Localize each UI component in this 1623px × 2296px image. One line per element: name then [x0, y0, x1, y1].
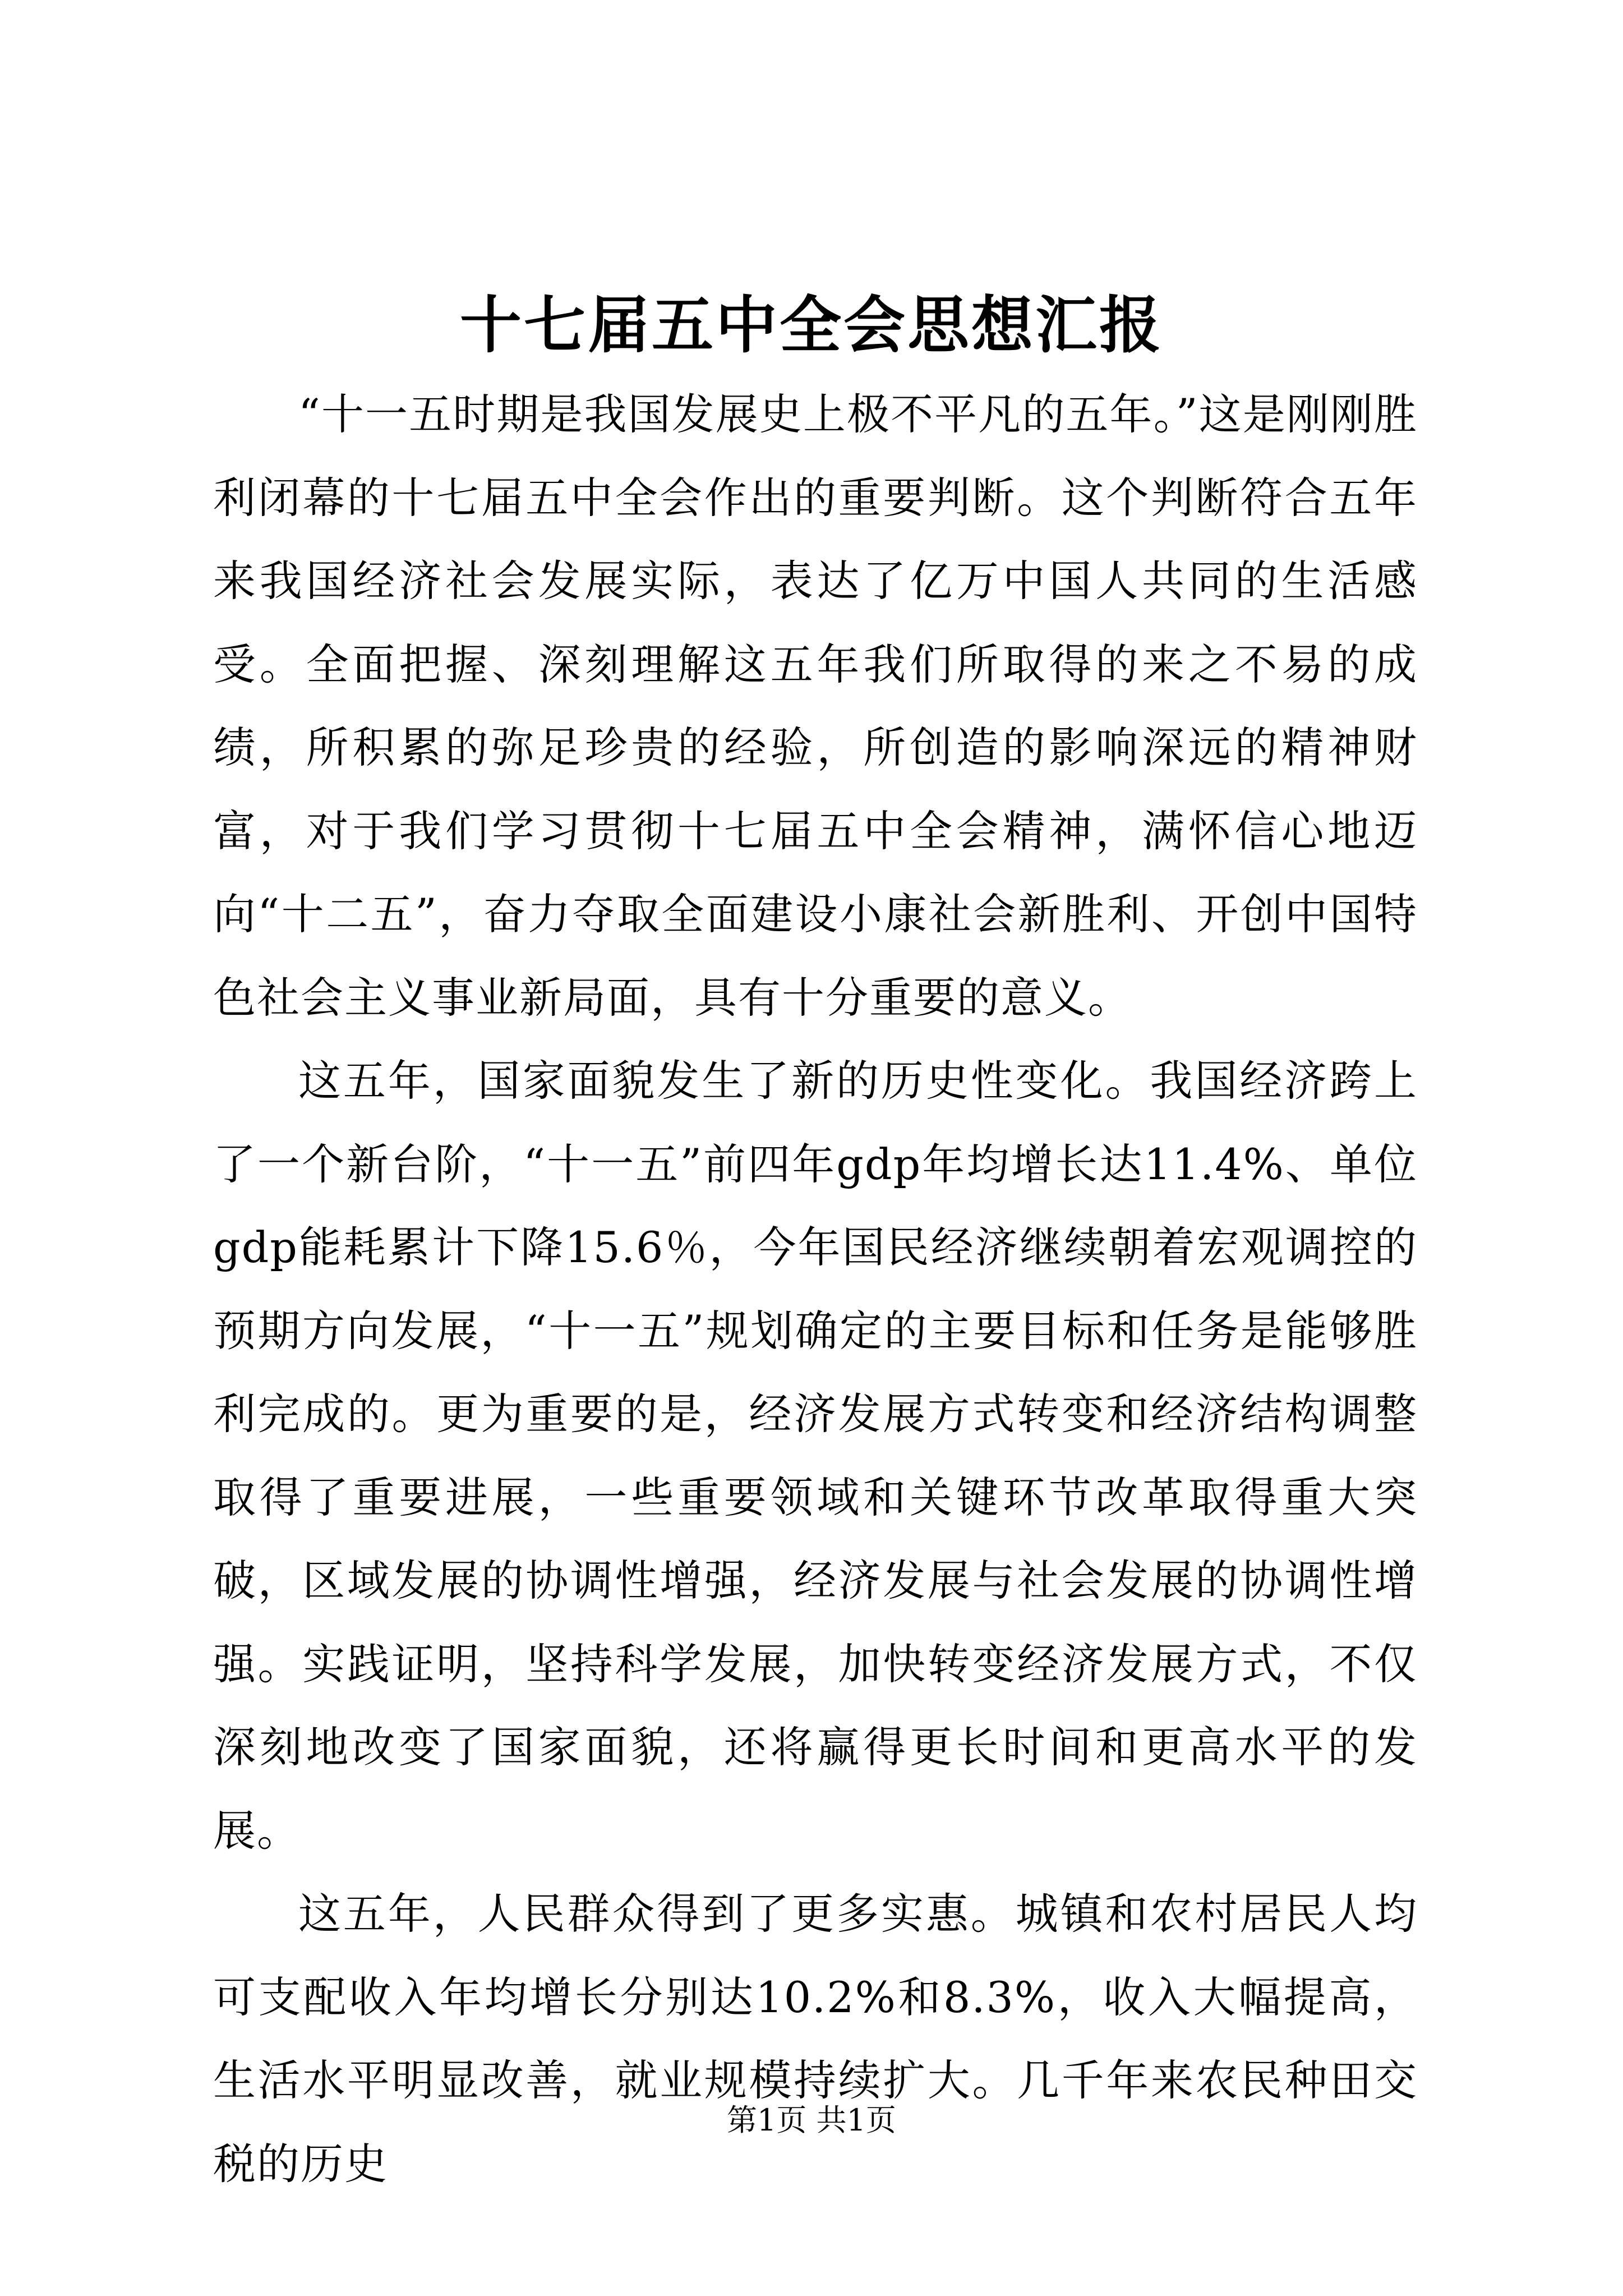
document-title: 十七届五中全会思想汇报 — [460, 289, 1163, 361]
paragraph-1: “十一五时期是我国发展史上极不平凡的五年。”这是刚刚胜利闭幕的十七届五中全会作出的重要判断。这个判断符合五年来我国经济社会发展实际，表达了亿万中国人共同的生活感受。全面把握、深刻理解这五年我们所取得的来之不易的成绩，所积累的弥足珍贵的经验，所创造的影响深远的精神财富，对于我们学习贯彻十七届五中全会精神，满怀信心地迈向“十二五”，奋力夺取全面建设小康社会新胜利、开创中国特色社会主义事业新局面，具有十分重要的意义。 — [213, 389, 1418, 1023]
paragraph-2: 这五年，国家面貌发生了新的历史性变化。我国经济跨上了一个新台阶，“十一五”前四年gdp年均增长达11.4%、单位gdp能耗累计下降15.6％，今年国民经济继续朝着宏观调控的预期方向发展，“十一五”规划确定的主要目标和任务是能够胜利完成的。更为重要的是，经济发展方式转变和经济结构调整取得了重要进展，一些重要领域和关键环节改革取得重大突破，区域发展的协调性增强，经济发展与社会发展的协调性增强。实践证明，坚持科学发展，加快转变经济发展方式，不仅深刻地改变了国家面貌，还将赢得更长时间和更高水平的发展。 — [213, 1056, 1418, 1856]
document-body — [213, 373, 1418, 2206]
paragraph-3: 这五年，人民群众得到了更多实惠。城镇和农村居民人均可支配收入年均增长分别达10.2%和8.3%，收入大幅提高，生活水平明显改善，就业规模持续扩大。几千年来农民种田交税的历史 — [213, 1889, 1418, 2189]
page-footer: 第1页 共1页 — [727, 2102, 896, 2138]
